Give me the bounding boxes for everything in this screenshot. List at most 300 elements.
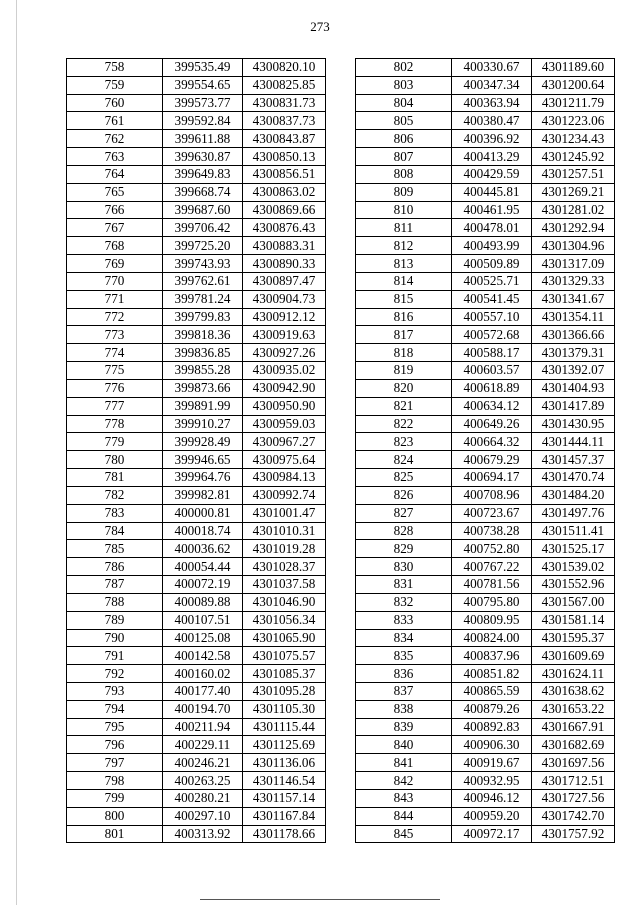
table-row: [67, 593, 326, 611]
x-coordinate-cell: 400723.67: [452, 504, 532, 522]
point-number-cell: 825: [356, 469, 452, 487]
table-row: [67, 308, 326, 326]
y-coordinate-cell: 4301292.94: [532, 219, 615, 237]
x-coordinate-cell: 399535.49: [163, 59, 243, 77]
table-row: [356, 486, 615, 504]
table-row: [356, 201, 615, 219]
x-coordinate-cell: 400932.95: [452, 772, 532, 790]
y-coordinate-cell: 4301581.14: [532, 611, 615, 629]
point-number-cell: 784: [67, 522, 163, 540]
table-row: [356, 130, 615, 148]
y-coordinate-cell: 4301539.02: [532, 558, 615, 576]
x-coordinate-cell: 399630.87: [163, 148, 243, 166]
table-row: [356, 540, 615, 558]
y-coordinate-cell: 4300912.12: [243, 308, 326, 326]
y-coordinate-cell: 4301167.84: [243, 807, 326, 825]
y-coordinate-cell: 4301567.00: [532, 593, 615, 611]
table-row: [356, 789, 615, 807]
point-number-cell: 812: [356, 237, 452, 255]
y-coordinate-cell: 4301234.43: [532, 130, 615, 148]
x-coordinate-cell: 400493.99: [452, 237, 532, 255]
point-number-cell: 805: [356, 112, 452, 130]
y-coordinate-cell: 4301046.90: [243, 593, 326, 611]
x-coordinate-cell: 400509.89: [452, 255, 532, 273]
y-coordinate-cell: 4301105.30: [243, 700, 326, 718]
y-coordinate-cell: 4300869.66: [243, 201, 326, 219]
point-number-cell: 815: [356, 290, 452, 308]
point-number-cell: 770: [67, 272, 163, 290]
scan-margin-line: [16, 0, 17, 905]
x-coordinate-cell: 400054.44: [163, 558, 243, 576]
table-row: [67, 789, 326, 807]
point-number-cell: 766: [67, 201, 163, 219]
x-coordinate-cell: 400000.81: [163, 504, 243, 522]
table-row: [356, 290, 615, 308]
x-coordinate-cell: 399649.83: [163, 165, 243, 183]
x-coordinate-cell: 400572.68: [452, 326, 532, 344]
table-row: [67, 255, 326, 273]
point-number-cell: 830: [356, 558, 452, 576]
x-coordinate-cell: 400072.19: [163, 576, 243, 594]
y-coordinate-cell: 4301511.41: [532, 522, 615, 540]
y-coordinate-cell: 4301712.51: [532, 772, 615, 790]
y-coordinate-cell: 4300935.02: [243, 362, 326, 380]
x-coordinate-cell: 400297.10: [163, 807, 243, 825]
x-coordinate-cell: 400211.94: [163, 718, 243, 736]
x-coordinate-cell: 400194.70: [163, 700, 243, 718]
point-number-cell: 792: [67, 665, 163, 683]
x-coordinate-cell: 400946.12: [452, 789, 532, 807]
table-row: [356, 433, 615, 451]
table-row: [67, 576, 326, 594]
y-coordinate-cell: 4300850.13: [243, 148, 326, 166]
table-row: [67, 486, 326, 504]
y-coordinate-cell: 4301354.11: [532, 308, 615, 326]
table-row: [67, 433, 326, 451]
table-row: [356, 397, 615, 415]
point-number-cell: 822: [356, 415, 452, 433]
x-coordinate-cell: 400879.26: [452, 700, 532, 718]
x-coordinate-cell: 400708.96: [452, 486, 532, 504]
point-number-cell: 834: [356, 629, 452, 647]
table-row: [356, 665, 615, 683]
x-coordinate-cell: 400603.57: [452, 362, 532, 380]
table-row: [67, 59, 326, 77]
x-coordinate-cell: 399982.81: [163, 486, 243, 504]
point-number-cell: 778: [67, 415, 163, 433]
x-coordinate-cell: 400865.59: [452, 682, 532, 700]
y-coordinate-cell: 4301304.96: [532, 237, 615, 255]
y-coordinate-cell: 4301200.64: [532, 76, 615, 94]
point-number-cell: 829: [356, 540, 452, 558]
point-number-cell: 785: [67, 540, 163, 558]
point-number-cell: 782: [67, 486, 163, 504]
table-row: [356, 647, 615, 665]
x-coordinate-cell: 400089.88: [163, 593, 243, 611]
table-row: [356, 255, 615, 273]
y-coordinate-cell: 4301065.90: [243, 629, 326, 647]
x-coordinate-cell: 400036.62: [163, 540, 243, 558]
point-number-cell: 835: [356, 647, 452, 665]
x-coordinate-cell: 400107.51: [163, 611, 243, 629]
point-number-cell: 773: [67, 326, 163, 344]
table-row: [67, 290, 326, 308]
point-number-cell: 817: [356, 326, 452, 344]
y-coordinate-cell: 4301019.28: [243, 540, 326, 558]
table-row: [67, 94, 326, 112]
y-coordinate-cell: 4301001.47: [243, 504, 326, 522]
y-coordinate-cell: 4301211.79: [532, 94, 615, 112]
y-coordinate-cell: 4301484.20: [532, 486, 615, 504]
table-row: [356, 807, 615, 825]
x-coordinate-cell: 399836.85: [163, 344, 243, 362]
y-coordinate-cell: 4301037.58: [243, 576, 326, 594]
point-number-cell: 765: [67, 183, 163, 201]
y-coordinate-cell: 4301552.96: [532, 576, 615, 594]
x-coordinate-cell: 400767.22: [452, 558, 532, 576]
x-coordinate-cell: 399891.99: [163, 397, 243, 415]
point-number-cell: 844: [356, 807, 452, 825]
y-coordinate-cell: 4301595.37: [532, 629, 615, 647]
y-coordinate-cell: 4300975.64: [243, 451, 326, 469]
y-coordinate-cell: 4300820.10: [243, 59, 326, 77]
point-number-cell: 801: [67, 825, 163, 843]
x-coordinate-cell: 400445.81: [452, 183, 532, 201]
y-coordinate-cell: 4300825.85: [243, 76, 326, 94]
x-coordinate-cell: 399799.83: [163, 308, 243, 326]
table-row: [67, 326, 326, 344]
y-coordinate-cell: 4301638.62: [532, 682, 615, 700]
point-number-cell: 828: [356, 522, 452, 540]
x-coordinate-cell: 400837.96: [452, 647, 532, 665]
point-number-cell: 836: [356, 665, 452, 683]
page-number: 273: [310, 19, 330, 34]
x-coordinate-cell: 400906.30: [452, 736, 532, 754]
point-number-cell: 827: [356, 504, 452, 522]
table-row: [67, 362, 326, 380]
y-coordinate-cell: 4301317.09: [532, 255, 615, 273]
table-row: [356, 682, 615, 700]
table-row: [356, 112, 615, 130]
point-number-cell: 789: [67, 611, 163, 629]
x-coordinate-cell: 399687.60: [163, 201, 243, 219]
y-coordinate-cell: 4300890.33: [243, 255, 326, 273]
x-coordinate-cell: 399573.77: [163, 94, 243, 112]
point-number-cell: 779: [67, 433, 163, 451]
table-row: [356, 469, 615, 487]
point-number-cell: 796: [67, 736, 163, 754]
y-coordinate-cell: 4301497.76: [532, 504, 615, 522]
point-number-cell: 800: [67, 807, 163, 825]
table-row: [67, 647, 326, 665]
x-coordinate-cell: 400347.34: [452, 76, 532, 94]
y-coordinate-cell: 4300992.74: [243, 486, 326, 504]
table-row: [356, 326, 615, 344]
table-row: [67, 112, 326, 130]
x-coordinate-cell: 400795.80: [452, 593, 532, 611]
x-coordinate-cell: 399706.42: [163, 219, 243, 237]
table-row: [67, 469, 326, 487]
x-coordinate-cell: 400649.26: [452, 415, 532, 433]
y-coordinate-cell: 4300843.87: [243, 130, 326, 148]
y-coordinate-cell: 4301417.89: [532, 397, 615, 415]
y-coordinate-cell: 4300837.73: [243, 112, 326, 130]
table-row: [67, 397, 326, 415]
point-number-cell: 790: [67, 629, 163, 647]
y-coordinate-cell: 4300897.47: [243, 272, 326, 290]
table-row: [67, 201, 326, 219]
y-coordinate-cell: 4301257.51: [532, 165, 615, 183]
point-number-cell: 761: [67, 112, 163, 130]
x-coordinate-cell: 400246.21: [163, 754, 243, 772]
table-row: [67, 558, 326, 576]
x-coordinate-cell: 399928.49: [163, 433, 243, 451]
table-row: [356, 772, 615, 790]
table-row: [67, 522, 326, 540]
table-row: [356, 148, 615, 166]
coordinate-table-right-body: [356, 59, 615, 843]
point-number-cell: 767: [67, 219, 163, 237]
point-number-cell: 803: [356, 76, 452, 94]
x-coordinate-cell: 400142.58: [163, 647, 243, 665]
y-coordinate-cell: 4301095.28: [243, 682, 326, 700]
y-coordinate-cell: 4301146.54: [243, 772, 326, 790]
y-coordinate-cell: 4301056.34: [243, 611, 326, 629]
y-coordinate-cell: 4301223.06: [532, 112, 615, 130]
point-number-cell: 760: [67, 94, 163, 112]
table-row: [67, 736, 326, 754]
x-coordinate-cell: 400809.95: [452, 611, 532, 629]
x-coordinate-cell: 400396.92: [452, 130, 532, 148]
x-coordinate-cell: 400588.17: [452, 344, 532, 362]
table-row: [67, 700, 326, 718]
y-coordinate-cell: 4301341.67: [532, 290, 615, 308]
table-row: [67, 754, 326, 772]
y-coordinate-cell: 4301727.56: [532, 789, 615, 807]
x-coordinate-cell: 400679.29: [452, 451, 532, 469]
table-row: [356, 504, 615, 522]
point-number-cell: 816: [356, 308, 452, 326]
y-coordinate-cell: 4301245.92: [532, 148, 615, 166]
table-row: [356, 344, 615, 362]
point-number-cell: 781: [67, 469, 163, 487]
x-coordinate-cell: 400781.56: [452, 576, 532, 594]
y-coordinate-cell: 4301157.14: [243, 789, 326, 807]
x-coordinate-cell: 400618.89: [452, 379, 532, 397]
y-coordinate-cell: 4301136.06: [243, 754, 326, 772]
y-coordinate-cell: 4301430.95: [532, 415, 615, 433]
point-number-cell: 769: [67, 255, 163, 273]
y-coordinate-cell: 4300959.03: [243, 415, 326, 433]
y-coordinate-cell: 4301189.60: [532, 59, 615, 77]
y-coordinate-cell: 4301525.17: [532, 540, 615, 558]
y-coordinate-cell: 4300919.63: [243, 326, 326, 344]
table-row: [356, 165, 615, 183]
table-row: [356, 700, 615, 718]
point-number-cell: 842: [356, 772, 452, 790]
x-coordinate-cell: 399910.27: [163, 415, 243, 433]
table-row: [67, 807, 326, 825]
table-row: [67, 148, 326, 166]
y-coordinate-cell: 4301470.74: [532, 469, 615, 487]
point-number-cell: 759: [67, 76, 163, 94]
point-number-cell: 798: [67, 772, 163, 790]
point-number-cell: 845: [356, 825, 452, 843]
point-number-cell: 764: [67, 165, 163, 183]
point-number-cell: 837: [356, 682, 452, 700]
table-row: [356, 272, 615, 290]
point-number-cell: 843: [356, 789, 452, 807]
x-coordinate-cell: 400738.28: [452, 522, 532, 540]
table-row: [356, 522, 615, 540]
table-row: [356, 76, 615, 94]
y-coordinate-cell: 4301653.22: [532, 700, 615, 718]
point-number-cell: 838: [356, 700, 452, 718]
table-row: [356, 308, 615, 326]
table-row: [356, 219, 615, 237]
table-row: [67, 772, 326, 790]
point-number-cell: 820: [356, 379, 452, 397]
y-coordinate-cell: 4301444.11: [532, 433, 615, 451]
y-coordinate-cell: 4301742.70: [532, 807, 615, 825]
table-row: [356, 558, 615, 576]
point-number-cell: 824: [356, 451, 452, 469]
x-coordinate-cell: 399554.65: [163, 76, 243, 94]
x-coordinate-cell: 400413.29: [452, 148, 532, 166]
y-coordinate-cell: 4300967.27: [243, 433, 326, 451]
point-number-cell: 813: [356, 255, 452, 273]
table-row: [67, 629, 326, 647]
y-coordinate-cell: 4301457.37: [532, 451, 615, 469]
point-number-cell: 821: [356, 397, 452, 415]
table-row: [356, 593, 615, 611]
x-coordinate-cell: 400892.83: [452, 718, 532, 736]
point-number-cell: 763: [67, 148, 163, 166]
x-coordinate-cell: 399855.28: [163, 362, 243, 380]
x-coordinate-cell: 400824.00: [452, 629, 532, 647]
x-coordinate-cell: 400851.82: [452, 665, 532, 683]
point-number-cell: 771: [67, 290, 163, 308]
y-coordinate-cell: 4301757.92: [532, 825, 615, 843]
point-number-cell: 809: [356, 183, 452, 201]
point-number-cell: 823: [356, 433, 452, 451]
table-row: [67, 504, 326, 522]
x-coordinate-cell: 400694.17: [452, 469, 532, 487]
table-row: [356, 451, 615, 469]
y-coordinate-cell: 4301281.02: [532, 201, 615, 219]
x-coordinate-cell: 399668.74: [163, 183, 243, 201]
table-row: [67, 415, 326, 433]
y-coordinate-cell: 4300984.13: [243, 469, 326, 487]
point-number-cell: 783: [67, 504, 163, 522]
y-coordinate-cell: 4300942.90: [243, 379, 326, 397]
table-row: [67, 344, 326, 362]
point-number-cell: 768: [67, 237, 163, 255]
y-coordinate-cell: 4301329.33: [532, 272, 615, 290]
point-number-cell: 799: [67, 789, 163, 807]
y-coordinate-cell: 4300883.31: [243, 237, 326, 255]
x-coordinate-cell: 400363.94: [452, 94, 532, 112]
y-coordinate-cell: 4300927.26: [243, 344, 326, 362]
point-number-cell: 840: [356, 736, 452, 754]
table-row: [67, 718, 326, 736]
point-number-cell: 810: [356, 201, 452, 219]
table-row: [356, 736, 615, 754]
y-coordinate-cell: 4301178.66: [243, 825, 326, 843]
x-coordinate-cell: 400380.47: [452, 112, 532, 130]
table-row: [67, 451, 326, 469]
x-coordinate-cell: 400461.95: [452, 201, 532, 219]
y-coordinate-cell: 4300863.02: [243, 183, 326, 201]
x-coordinate-cell: 399964.76: [163, 469, 243, 487]
table-row: [67, 665, 326, 683]
point-number-cell: 826: [356, 486, 452, 504]
point-number-cell: 780: [67, 451, 163, 469]
table-row: [67, 379, 326, 397]
x-coordinate-cell: 400557.10: [452, 308, 532, 326]
y-coordinate-cell: 4301125.69: [243, 736, 326, 754]
table-row: [67, 825, 326, 843]
table-row: [356, 718, 615, 736]
point-number-cell: 793: [67, 682, 163, 700]
table-row: [356, 825, 615, 843]
coordinate-table-left: [66, 58, 326, 843]
x-coordinate-cell: 400972.17: [452, 825, 532, 843]
y-coordinate-cell: 4301392.07: [532, 362, 615, 380]
x-coordinate-cell: 400177.40: [163, 682, 243, 700]
x-coordinate-cell: 400280.21: [163, 789, 243, 807]
table-row: [67, 682, 326, 700]
point-number-cell: 777: [67, 397, 163, 415]
bottom-rule: [200, 899, 440, 900]
point-number-cell: 804: [356, 94, 452, 112]
point-number-cell: 814: [356, 272, 452, 290]
table-row: [356, 576, 615, 594]
x-coordinate-cell: 399873.66: [163, 379, 243, 397]
point-number-cell: 811: [356, 219, 452, 237]
table-row: [67, 76, 326, 94]
y-coordinate-cell: 4301624.11: [532, 665, 615, 683]
table-row: [356, 237, 615, 255]
y-coordinate-cell: 4301609.69: [532, 647, 615, 665]
table-row: [67, 611, 326, 629]
point-number-cell: 808: [356, 165, 452, 183]
y-coordinate-cell: 4301697.56: [532, 754, 615, 772]
x-coordinate-cell: 400313.92: [163, 825, 243, 843]
point-number-cell: 807: [356, 148, 452, 166]
x-coordinate-cell: 400125.08: [163, 629, 243, 647]
point-number-cell: 786: [67, 558, 163, 576]
x-coordinate-cell: 400959.20: [452, 807, 532, 825]
x-coordinate-cell: 400229.11: [163, 736, 243, 754]
y-coordinate-cell: 4301010.31: [243, 522, 326, 540]
table-row: [356, 379, 615, 397]
point-number-cell: 839: [356, 718, 452, 736]
y-coordinate-cell: 4301667.91: [532, 718, 615, 736]
y-coordinate-cell: 4301682.69: [532, 736, 615, 754]
x-coordinate-cell: 399725.20: [163, 237, 243, 255]
y-coordinate-cell: 4300950.90: [243, 397, 326, 415]
x-coordinate-cell: 399818.36: [163, 326, 243, 344]
point-number-cell: 791: [67, 647, 163, 665]
point-number-cell: 774: [67, 344, 163, 362]
point-number-cell: 806: [356, 130, 452, 148]
y-coordinate-cell: 4301404.93: [532, 379, 615, 397]
table-row: [67, 130, 326, 148]
point-number-cell: 802: [356, 59, 452, 77]
x-coordinate-cell: 399762.61: [163, 272, 243, 290]
y-coordinate-cell: 4300856.51: [243, 165, 326, 183]
